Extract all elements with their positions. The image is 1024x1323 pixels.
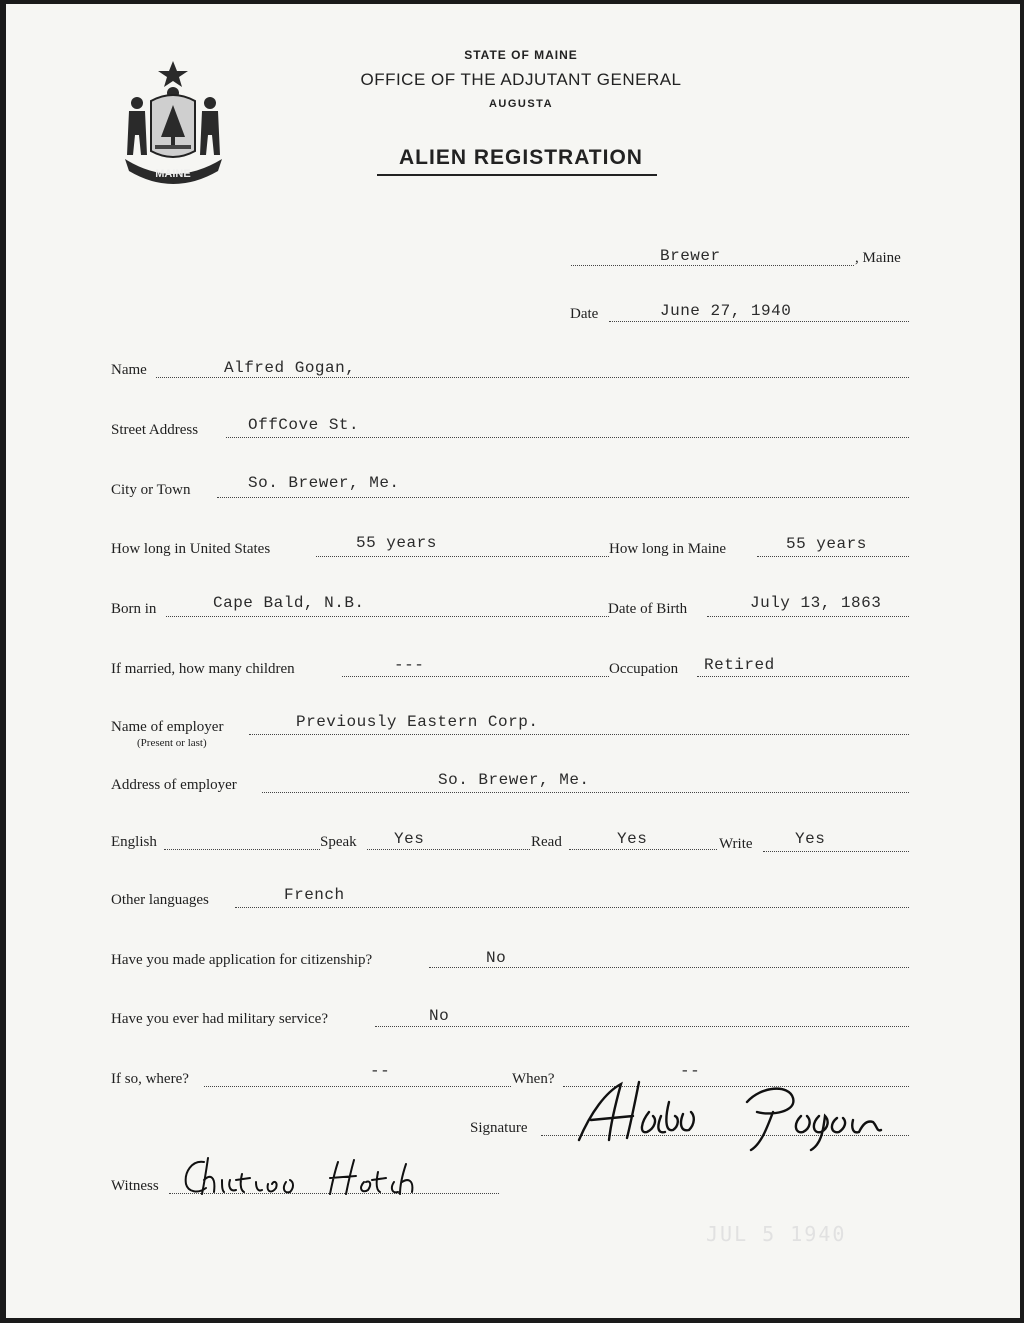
name-value: Alfred Gogan, [224, 359, 356, 377]
born-value: Cape Bald, N.B. [213, 594, 365, 612]
title-underline [377, 174, 657, 176]
registration-form [6, 4, 1020, 1318]
received-date-stamp: JUL 5 1940 [706, 1222, 847, 1246]
city-value: So. Brewer, Me. [248, 474, 400, 492]
dob-line [707, 616, 909, 617]
maine-duration-value: 55 years [786, 535, 867, 553]
other-languages-label: Other languages [111, 892, 209, 908]
seal-text: MAINE [155, 168, 191, 180]
dob-label: Date of Birth [608, 601, 688, 617]
witness-handwriting [178, 1152, 448, 1202]
name-label: Name [111, 362, 147, 378]
military-line [375, 1026, 909, 1027]
city-label: City or Town [111, 482, 191, 498]
us-duration-label: How long in United States [111, 541, 271, 557]
children-value: --- [394, 656, 425, 674]
city-line [217, 497, 909, 498]
employer-line [249, 734, 909, 735]
read-label: Read [531, 834, 562, 850]
born-label: Born in [111, 601, 157, 617]
read-line [569, 849, 717, 850]
signature-label: Signature [470, 1120, 528, 1136]
read-value: Yes [617, 830, 648, 848]
when-label: When? [512, 1071, 555, 1087]
us-duration-value: 55 years [356, 534, 437, 552]
employer-address-label: Address of employer [111, 777, 237, 793]
signature-text: Alfred Gogan [561, 1072, 567, 1073]
born-line [166, 616, 609, 617]
write-value: Yes [795, 830, 826, 848]
write-line [763, 851, 909, 852]
children-line [342, 676, 609, 677]
english-line-1 [164, 849, 320, 850]
speak-label: Speak [320, 834, 357, 850]
children-label: If married, how many children [111, 661, 295, 677]
employer-label: Name of employer [111, 719, 224, 735]
header-office: OFFICE OF THE ADJUTANT GENERAL [360, 70, 682, 89]
occupation-line [697, 676, 909, 677]
maine-duration-line [757, 556, 909, 557]
military-label: Have you ever had military service? [111, 1011, 328, 1027]
when-value: -- [680, 1062, 701, 1080]
occupation-value: Retired [704, 656, 775, 674]
speak-value: Yes [394, 830, 425, 848]
dob-value: July 13, 1863 [750, 594, 882, 612]
where-value: -- [370, 1062, 391, 1080]
date-line [609, 321, 909, 322]
citizenship-value: No [486, 949, 507, 967]
maine-duration-label: How long in Maine [609, 541, 727, 557]
employer-value: Previously Eastern Corp. [296, 713, 539, 731]
form-title: ALIEN REGISTRATION [399, 146, 643, 169]
town-value: Brewer [660, 247, 721, 265]
date-label: Date [570, 306, 599, 322]
street-value: OffCove St. [248, 416, 360, 434]
name-line [156, 377, 909, 378]
citizenship-label: Have you made application for citizenship? [111, 952, 373, 968]
us-duration-line [316, 556, 609, 557]
employer-address-value: So. Brewer, Me. [438, 771, 590, 789]
write-label: Write [719, 836, 753, 852]
maine-label: , Maine [855, 250, 901, 266]
town-line [571, 265, 854, 266]
military-value: No [429, 1007, 450, 1025]
header-city: AUGUSTA [488, 98, 554, 110]
witness-text: Christine Hatch [178, 1152, 185, 1153]
speak-line [367, 849, 530, 850]
citizenship-line [429, 967, 909, 968]
date-value: June 27, 1940 [660, 302, 792, 320]
other-languages-value: French [284, 886, 345, 904]
other-languages-line [235, 907, 909, 908]
street-line [226, 437, 909, 438]
occupation-label: Occupation [609, 661, 679, 677]
employer-address-line [262, 792, 909, 793]
witness-label: Witness [111, 1178, 159, 1194]
where-line [204, 1086, 511, 1087]
street-label: Street Address [111, 422, 199, 438]
signature-handwriting [561, 1072, 911, 1152]
header-state: STATE OF MAINE [464, 48, 578, 62]
where-label: If so, where? [111, 1071, 189, 1087]
maine-state-seal-icon [121, 59, 226, 189]
employer-note: (Present or last) [137, 737, 207, 749]
english-label: English [111, 834, 157, 850]
